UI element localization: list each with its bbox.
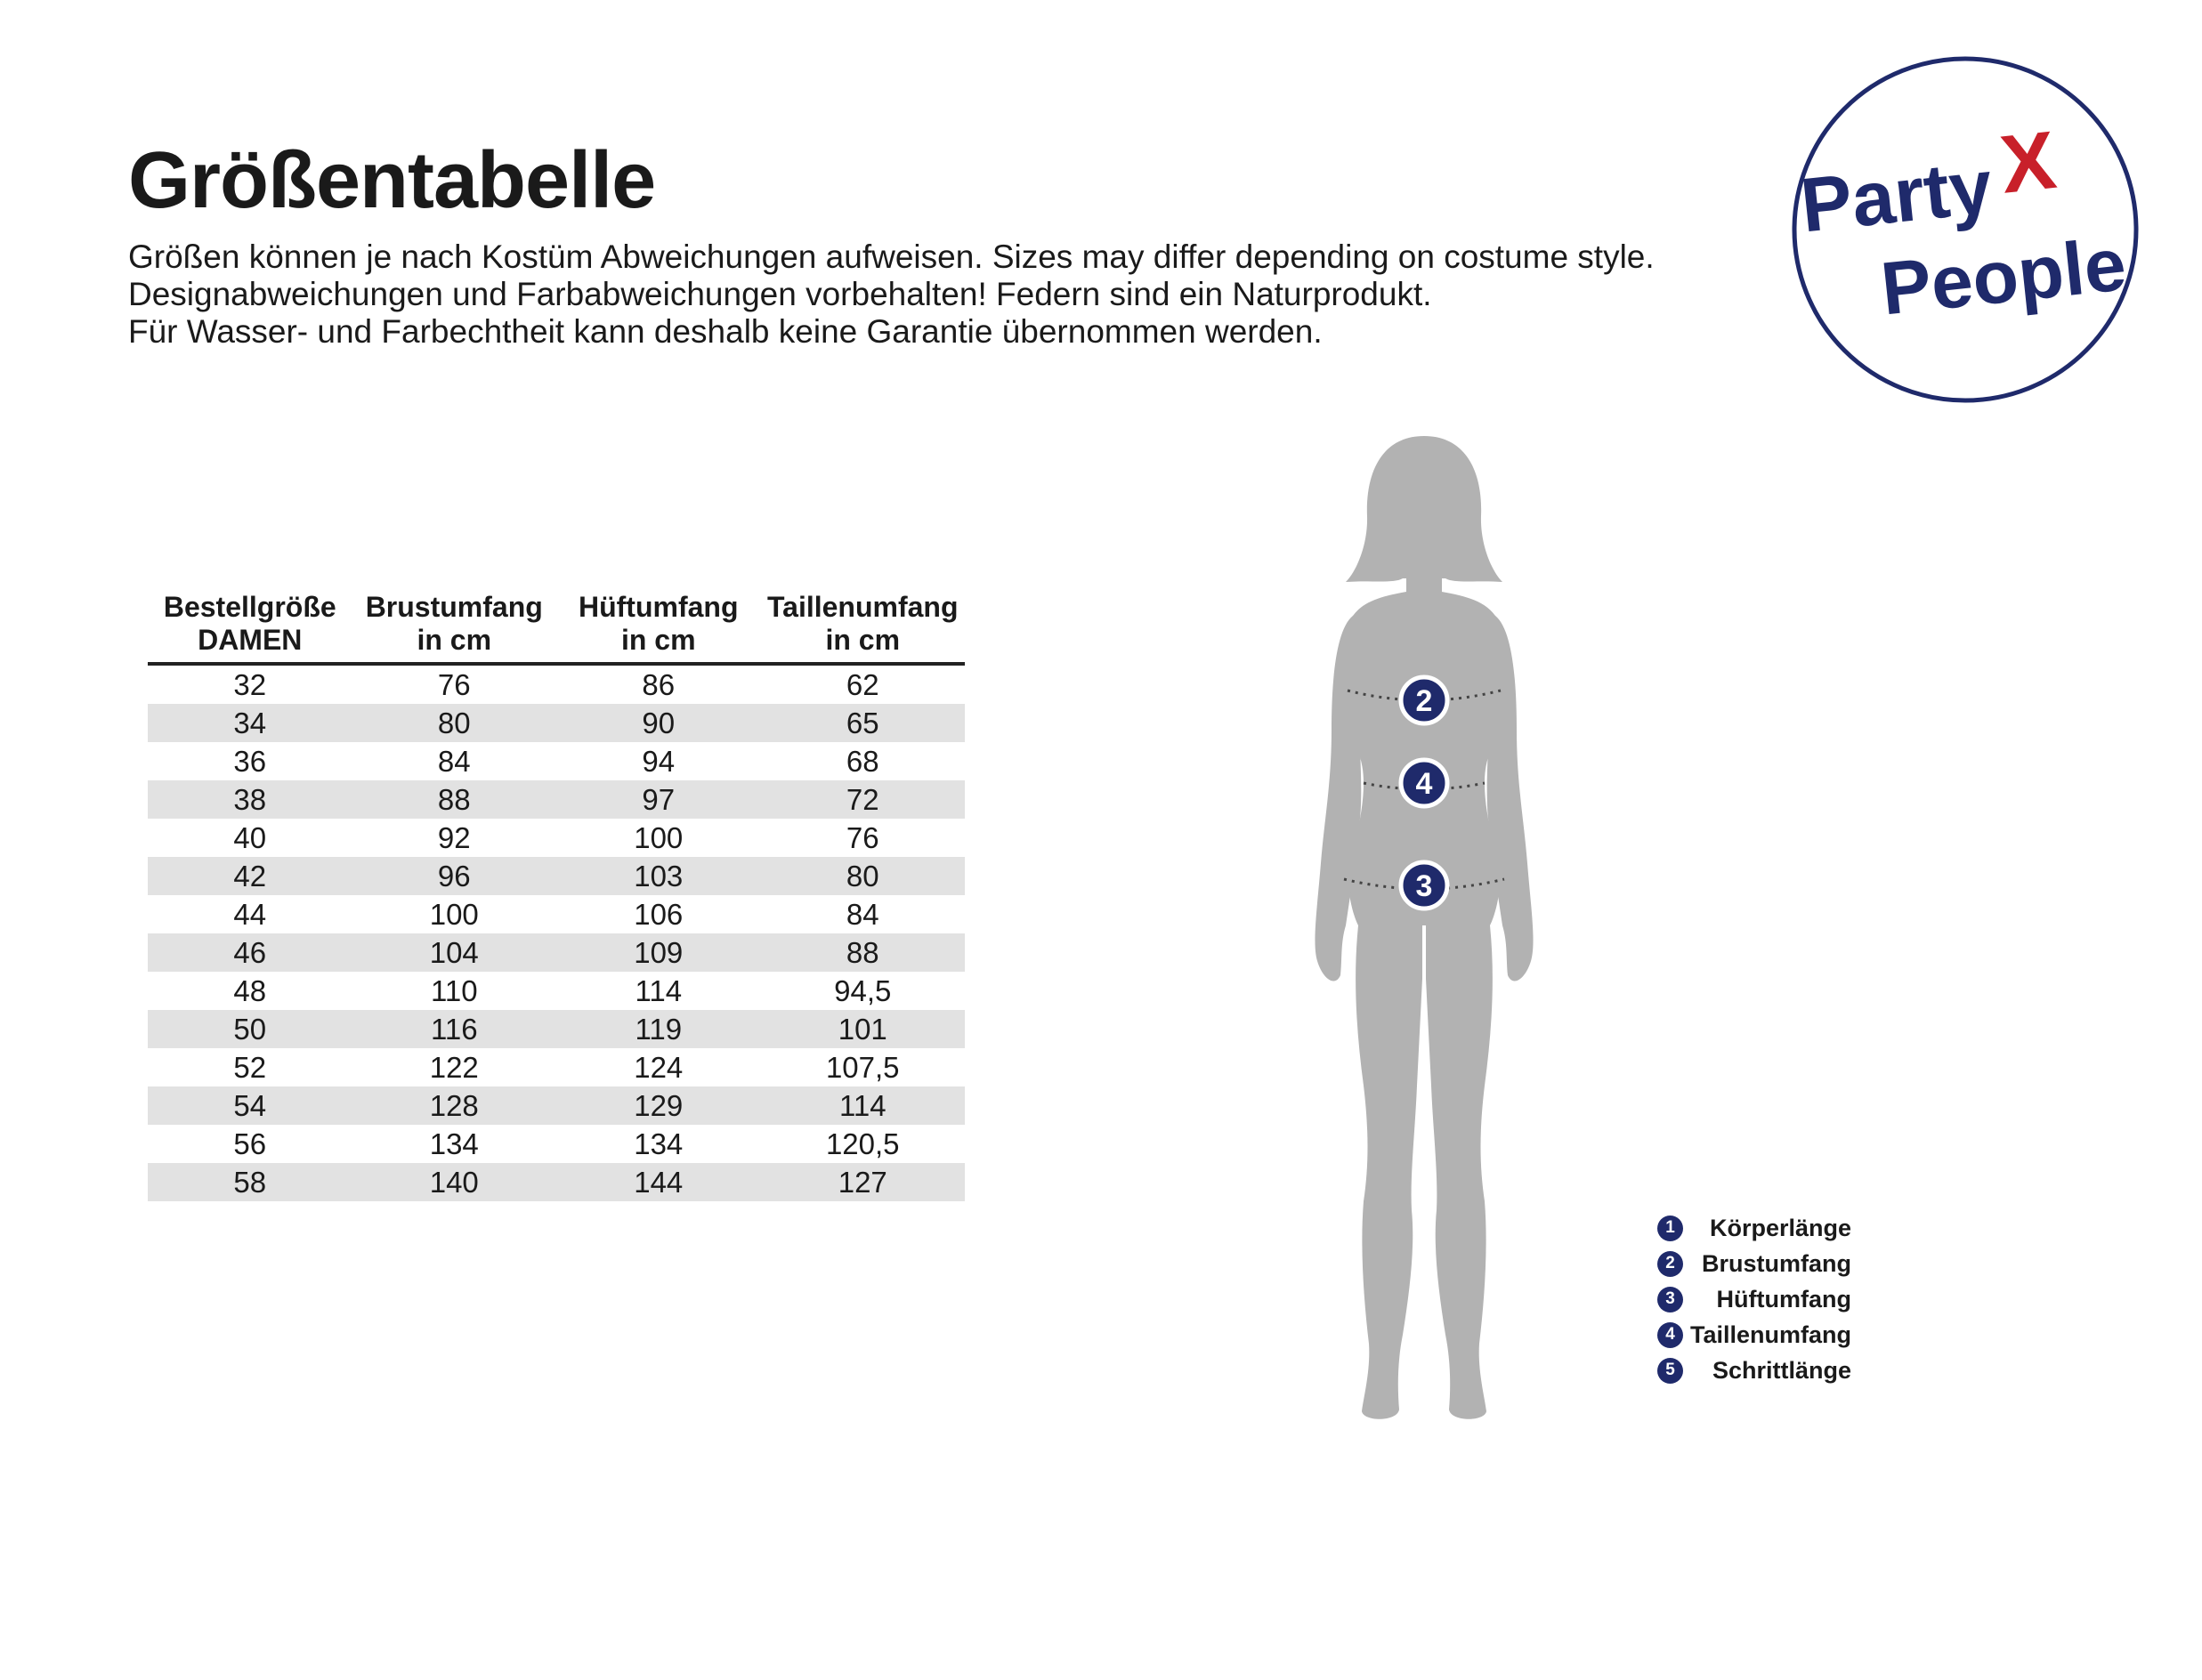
table-row: [148, 1010, 965, 1048]
legend-item: [1657, 1317, 1851, 1353]
table-row: [148, 1125, 965, 1163]
table-row: [148, 780, 965, 819]
cell-size: 48: [233, 973, 267, 1007]
legend-number-badge: 1: [1657, 1216, 1683, 1241]
cell-hip: 86: [642, 667, 676, 701]
column-header-bust: Brustumfang in cm: [352, 582, 557, 664]
table-row: [148, 819, 965, 857]
legend-number-badge: 5: [1657, 1358, 1683, 1384]
legend-number-badge: 4: [1657, 1322, 1683, 1348]
table-row: [148, 933, 965, 972]
cell-hip: 103: [556, 857, 761, 895]
cell-size: 36: [233, 744, 267, 778]
cell-waist: 72: [761, 780, 966, 819]
table-row: [148, 1163, 965, 1201]
intro-line: Größen können je nach Kostüm Abweichungen aufweisen. Sizes may differ depending on costume style.: [128, 238, 1655, 275]
cell-size: 56: [233, 1127, 267, 1160]
table-row: [148, 1086, 965, 1125]
cell-hip: 97: [556, 780, 761, 819]
silhouette: [1315, 436, 1533, 1419]
cell-size: 38: [148, 780, 352, 819]
cell-bust: 92: [437, 820, 471, 854]
cell-waist: 62: [846, 667, 879, 701]
legend-item: [1657, 1353, 1851, 1388]
cell-bust: 96: [352, 857, 557, 895]
cell-hip: 114: [635, 973, 683, 1007]
cell-size: 52: [233, 1050, 267, 1084]
party-people-logo: [1777, 52, 2156, 413]
cell-size: 34: [148, 704, 352, 742]
table-row: [148, 704, 965, 742]
table-row: [148, 1048, 965, 1086]
intro-line: Für Wasser- und Farbechtheit kann deshalb keine Garantie übernommen werden.: [128, 313, 1323, 350]
silhouette-head: [1346, 436, 1502, 582]
cell-waist: 107,5: [825, 1050, 900, 1084]
silhouette-right-arm: [1487, 616, 1534, 981]
cell-hip: 90: [556, 704, 761, 742]
table-row: [148, 664, 965, 704]
silhouette-left-leg: [1356, 925, 1422, 1419]
marker-bust: [1401, 677, 1447, 723]
cell-bust: 88: [352, 780, 557, 819]
cell-waist: 68: [846, 744, 879, 778]
intro-line: Designabweichungen und Farbabweichungen vorbehalten! Federn sind ein Naturprodukt.: [128, 276, 1432, 312]
table-row: [148, 895, 965, 933]
cell-waist: 76: [846, 820, 879, 854]
size-table: [148, 582, 965, 1201]
silhouette-left-arm: [1315, 616, 1361, 981]
cell-waist: 120,5: [825, 1127, 900, 1160]
cell-waist: 84: [846, 897, 879, 931]
legend-label: Brustumfang: [1702, 1249, 1851, 1277]
column-header-size: Bestellgröße DAMEN: [148, 582, 352, 664]
legend-number-badge: 2: [1657, 1251, 1683, 1277]
legend-label: Hüftumfang: [1716, 1285, 1851, 1312]
cell-bust: 110: [430, 973, 478, 1007]
cell-bust: 134: [429, 1127, 479, 1160]
cell-waist: 94,5: [834, 973, 892, 1007]
cell-waist: 88: [761, 933, 966, 972]
cell-size: 54: [148, 1086, 352, 1125]
cell-hip: 119: [556, 1010, 761, 1048]
cell-size: 32: [233, 667, 267, 701]
cell-waist: 101: [761, 1010, 966, 1048]
cell-bust: 104: [352, 933, 557, 972]
cell-bust: 140: [352, 1163, 557, 1201]
marker-hip-num: 3: [1415, 869, 1433, 903]
cell-size: 42: [148, 857, 352, 895]
marker-waist-num: 4: [1415, 767, 1433, 801]
cell-hip: 144: [556, 1163, 761, 1201]
logo-word-people: People: [1877, 222, 2130, 331]
cell-bust: 80: [352, 704, 557, 742]
column-header-waist: Taillenumfang in cm: [761, 582, 966, 664]
page-title: Größentabelle: [128, 136, 656, 225]
intro-text: [128, 238, 1655, 351]
cell-size: 50: [148, 1010, 352, 1048]
cell-hip: 106: [634, 897, 684, 931]
legend-item: [1657, 1210, 1851, 1246]
cell-bust: 100: [429, 897, 479, 931]
measurement-legend: [1657, 1210, 1851, 1388]
table-row: [148, 742, 965, 780]
logo-x-mark: X: [1996, 114, 2060, 211]
cell-waist: 127: [761, 1163, 966, 1201]
legend-item: [1657, 1246, 1851, 1281]
table-row: [148, 857, 965, 895]
cell-waist: 80: [761, 857, 966, 895]
legend-label: Taillenumfang: [1689, 1321, 1851, 1348]
cell-size: 40: [233, 820, 267, 854]
cell-size: 44: [233, 897, 267, 931]
column-header-hip: Hüftumfang in cm: [556, 582, 761, 664]
size-table-body: [148, 664, 965, 1201]
cell-hip: 134: [634, 1127, 684, 1160]
cell-hip: 94: [642, 744, 676, 778]
cell-bust: 116: [352, 1010, 557, 1048]
legend-number-badge: 3: [1657, 1287, 1683, 1312]
legend-label: Körperlänge: [1709, 1214, 1851, 1241]
cell-hip: 100: [634, 820, 684, 854]
cell-bust: 84: [437, 744, 471, 778]
cell-hip: 124: [634, 1050, 684, 1084]
cell-bust: 122: [429, 1050, 479, 1084]
cell-hip: 109: [556, 933, 761, 972]
body-silhouette-figure: [1264, 427, 1584, 1442]
marker-waist: [1401, 760, 1447, 806]
cell-hip: 129: [556, 1086, 761, 1125]
cell-bust: 128: [352, 1086, 557, 1125]
cell-waist: 65: [761, 704, 966, 742]
legend-item: [1657, 1281, 1851, 1317]
silhouette-right-leg: [1426, 925, 1493, 1419]
marker-bust-num: 2: [1415, 684, 1433, 718]
table-row: [148, 972, 965, 1010]
marker-hip: [1401, 862, 1447, 909]
legend-label: Schrittlänge: [1712, 1356, 1851, 1384]
table-header-row: [148, 582, 965, 664]
cell-waist: 114: [761, 1086, 966, 1125]
cell-size: 58: [148, 1163, 352, 1201]
cell-bust: 76: [437, 667, 471, 701]
cell-size: 46: [148, 933, 352, 972]
logo-word-party: Party: [1796, 143, 1996, 249]
